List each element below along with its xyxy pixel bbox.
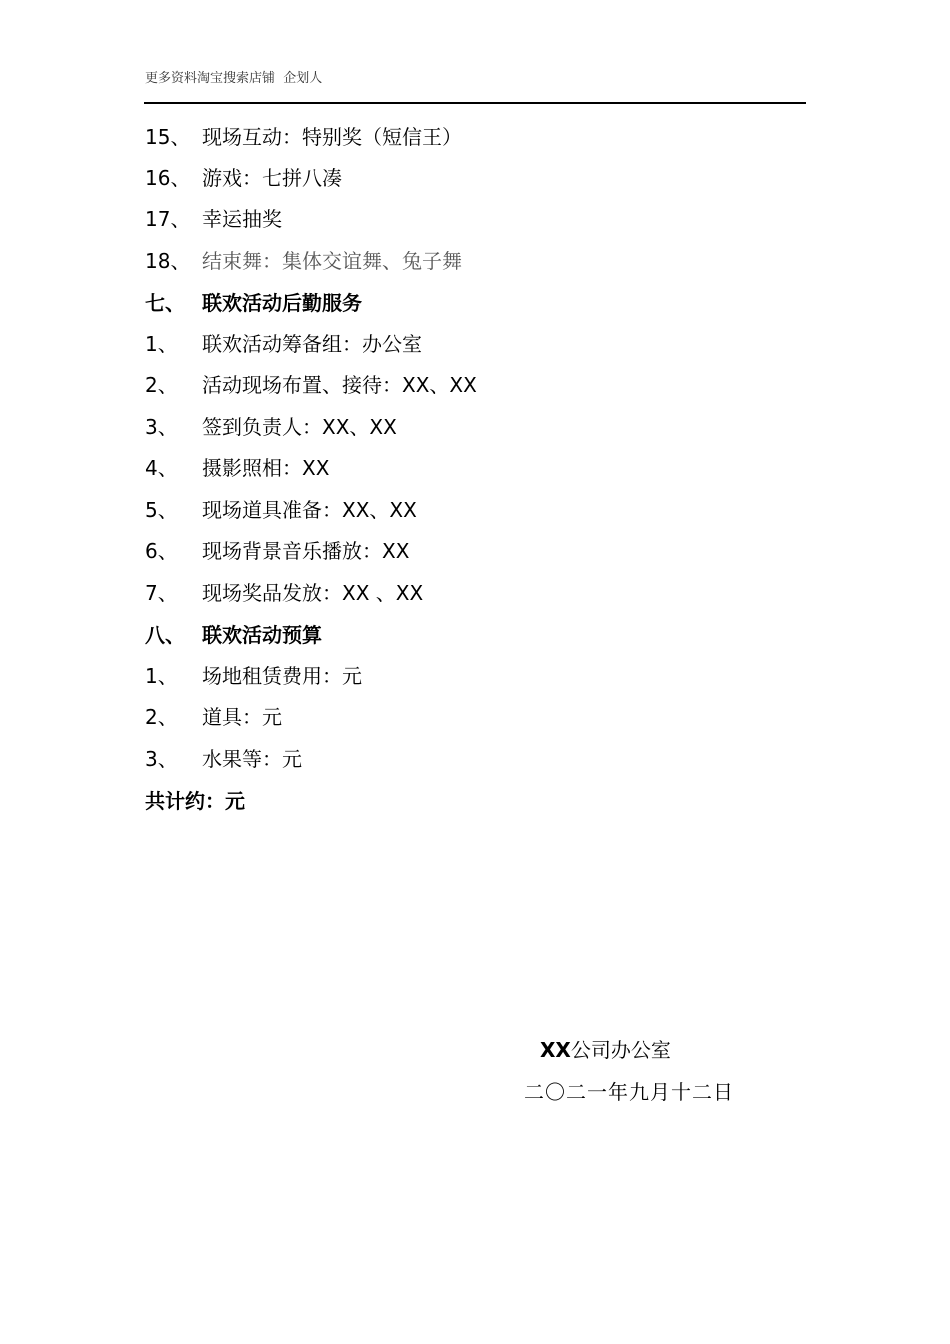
signature-date: 二〇二一年九月十二日	[524, 1080, 734, 1104]
item-text: 结束舞：集体交谊舞、兔子舞	[202, 249, 462, 273]
header-rule	[144, 102, 806, 104]
item-number: 3、	[145, 747, 178, 771]
item-text: 幸运抽奖	[202, 207, 282, 231]
section-number: 八、	[145, 623, 185, 647]
item-number: 15、	[145, 125, 191, 149]
item-text: 现场道具准备：XX、XX	[202, 498, 417, 522]
item-text: 现场背景音乐播放：XX	[202, 539, 410, 563]
item-text: 现场奖品发放：XX 、XX	[202, 581, 424, 605]
org-prefix: XX	[540, 1038, 571, 1062]
page-header: 更多资料淘宝搜索店铺 企划人	[145, 71, 323, 86]
item-number: 17、	[145, 207, 191, 231]
item-number: 18、	[145, 249, 191, 273]
section-title: 联欢活动后勤服务	[202, 291, 362, 315]
org-name: 公司办公室	[570, 1038, 671, 1062]
item-number: 5、	[145, 498, 178, 522]
section-title: 联欢活动预算	[202, 623, 322, 647]
item-text: 道具：元	[202, 705, 282, 729]
item-number: 2、	[145, 705, 178, 729]
item-number: 16、	[145, 166, 191, 190]
item-text: 水果等：元	[202, 747, 302, 771]
signature-org	[540, 1035, 671, 1065]
item-number: 3、	[145, 415, 178, 439]
item-text: 场地租赁费用：元	[202, 664, 362, 688]
item-number: 4、	[145, 456, 178, 480]
item-number: 1、	[145, 332, 178, 356]
item-text: 联欢活动筹备组：办公室	[202, 332, 422, 356]
item-text: 游戏：七拼八凑	[202, 166, 342, 190]
item-text: 签到负责人：XX、XX	[202, 415, 397, 439]
budget-total: 共计约：元	[145, 789, 245, 813]
item-number: 2、	[145, 373, 178, 397]
item-number: 7、	[145, 581, 178, 605]
item-text: 现场互动：特别奖（短信王）	[202, 125, 462, 149]
item-text: 活动现场布置、接待：XX、XX	[202, 373, 477, 397]
section-number: 七、	[145, 291, 185, 315]
item-text: 摄影照相：XX	[202, 456, 330, 480]
item-number: 1、	[145, 664, 178, 688]
item-number: 6、	[145, 539, 178, 563]
